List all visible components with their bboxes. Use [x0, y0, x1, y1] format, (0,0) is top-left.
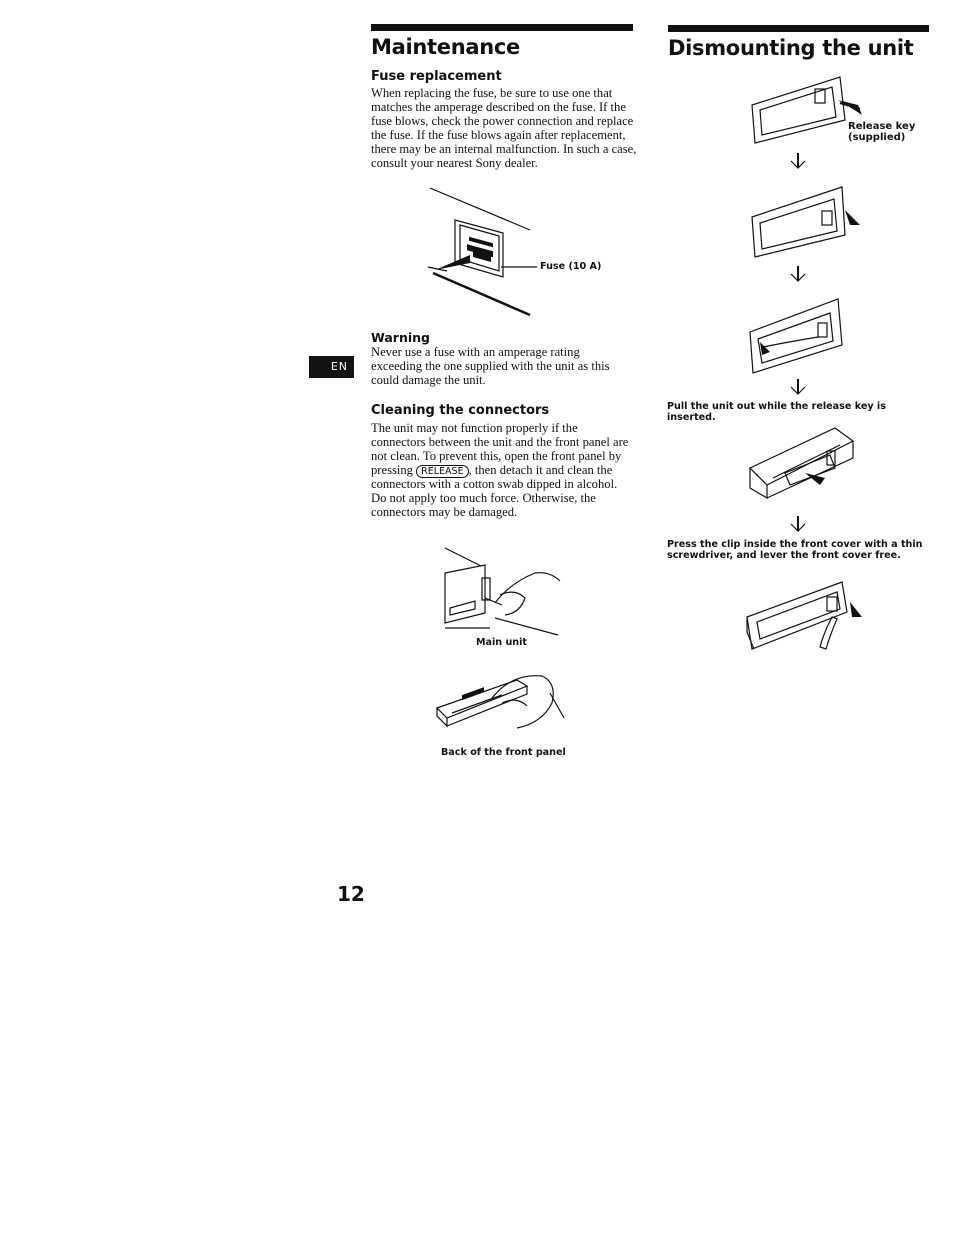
cleaning-text-after: , then detach it and clean the connectors with a cotton swab dipped in alcohol. Do not apply too much force. Otherwise, the connectors may be damaged.	[371, 462, 618, 519]
front-panel-illustration	[432, 668, 567, 743]
warning-heading: Warning	[371, 330, 430, 345]
down-arrow-icon	[790, 152, 806, 170]
main-unit-label: Main unit	[476, 637, 528, 648]
maintenance-title: Maintenance	[371, 35, 520, 59]
dismount-step5-illustration	[742, 577, 867, 657]
down-arrow-icon	[790, 515, 806, 533]
cleaning-text-before: The unit may not function properly if the connectors between the unit and the front panel are not clean. To prevent this, open the front panel by pressing	[371, 421, 629, 477]
fuse-illustration	[425, 185, 545, 320]
fuse-label: Fuse (10 A)	[540, 261, 602, 272]
dismount-step3-illustration	[748, 297, 848, 375]
down-arrow-icon	[790, 265, 806, 283]
dismount-step4-illustration	[745, 423, 860, 501]
dismounting-rule	[668, 25, 929, 32]
front-panel-label: Back of the front panel	[441, 747, 566, 758]
fuse-heading: Fuse replacement	[371, 69, 502, 84]
cleaning-heading: Cleaning the connectors	[371, 403, 550, 418]
step4-caption: Press the clip inside the front cover with a thin screwdriver, and lever the front cover free.	[667, 539, 923, 561]
dismounting-title: Dismounting the unit	[668, 36, 914, 60]
dismount-step2-illustration	[750, 185, 865, 260]
step3-caption: Pull the unit out while the release key is inserted.	[667, 401, 886, 423]
language-tab: EN	[309, 356, 354, 378]
release-button-glyph: RELEASE	[416, 465, 468, 478]
main-unit-illustration	[440, 543, 565, 638]
page-number: 12	[337, 882, 365, 906]
maintenance-rule	[371, 24, 633, 31]
release-key-label: Release key (supplied)	[848, 121, 916, 143]
down-arrow-icon	[790, 378, 806, 396]
fuse-text: When replacing the fuse, be sure to use one that matches the amperage described on the fuse. If the fuse blows, check the power connection and replace the fuse. If the fuse blows again after replacement, there may be an internal malfunction. In such a case, consult your nearest Sony dealer.	[371, 86, 637, 170]
warning-text: Never use a fuse with an amperage rating exceeding the one supplied with the unit as this could damage the unit.	[371, 345, 610, 387]
cleaning-text	[371, 422, 635, 519]
